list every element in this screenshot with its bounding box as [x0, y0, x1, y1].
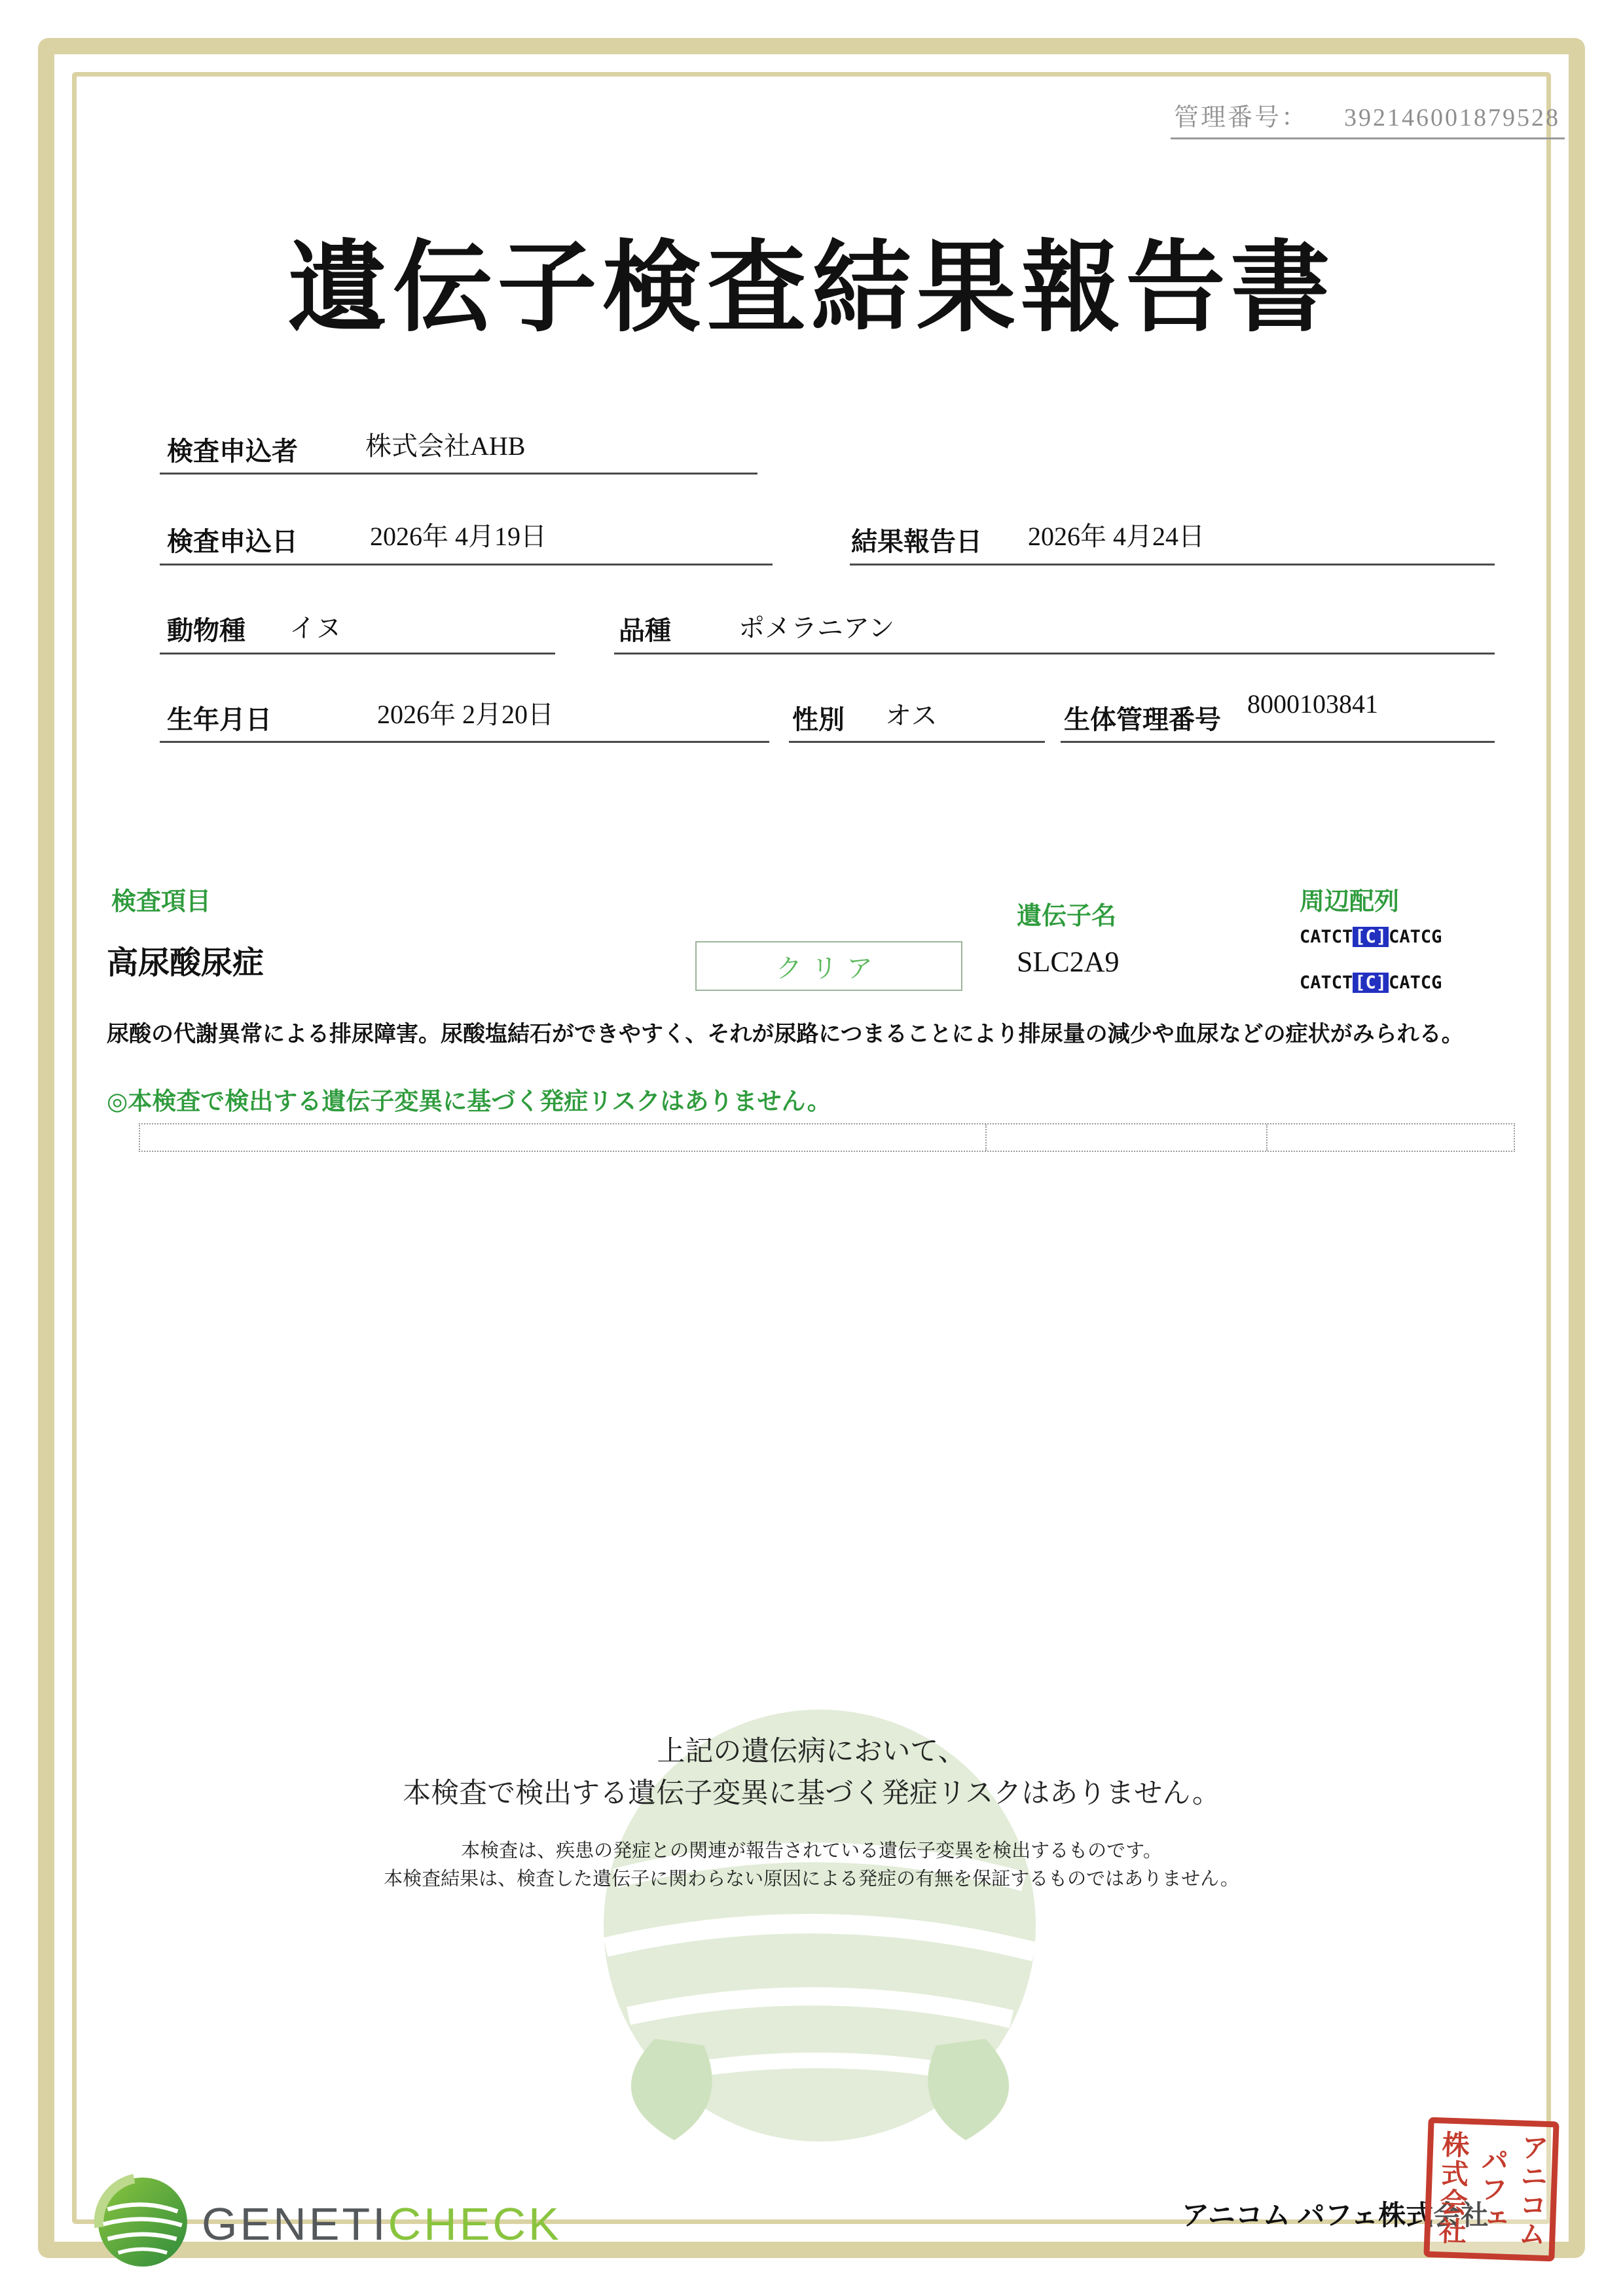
applicant-label: 検査申込者 — [167, 437, 298, 466]
company-name: アニコム パフェ株式会社 — [1182, 2201, 1489, 2231]
apply-date-value: 2026年 4月19日 — [370, 522, 547, 551]
field-underline — [614, 653, 1495, 655]
breed-label: 品種 — [619, 616, 671, 645]
brand-part-check: CHECK — [388, 2198, 562, 2250]
management-number-value: 392146001879528 — [1344, 104, 1560, 132]
risk-note: ◎本検査で検出する遺伝子変異に基づく発症リスクはありません。 — [107, 1088, 831, 1115]
management-number-underline — [1171, 137, 1565, 139]
status-clear-box — [695, 941, 962, 991]
field-underline — [1061, 741, 1495, 743]
field-underline — [850, 564, 1495, 565]
sequence-variant-highlight: [C] — [1353, 927, 1389, 947]
sequence-line-1: CATCT [C] CATCG — [1300, 927, 1442, 947]
breed-value: ポメラニアン — [739, 613, 895, 643]
test-item-name: 高尿酸尿症 — [107, 946, 264, 980]
field-underline — [160, 473, 757, 475]
summary-note-2: 本検査結果は、検査した遺伝子に関わらない原因による発症の有無を保証するものではありません。 — [384, 1869, 1239, 1890]
summary-line-2: 本検査で検出する遺伝子変異に基づく発症リスクはありません。 — [403, 1778, 1220, 1809]
species-value: イヌ — [289, 613, 342, 643]
bio-id-value: 8000103841 — [1247, 689, 1378, 719]
summary-line-1: 上記の遺伝病において、 — [657, 1736, 966, 1767]
disease-description: 尿酸の代謝異常による排尿障害。尿酸塩結石ができやすく、それが尿路につまることにより排尿量の減少や血尿などの症状がみられる。 — [107, 1022, 1464, 1047]
dotted-result-area — [139, 1123, 1515, 1152]
sequence-header: 周辺配列 — [1300, 888, 1400, 916]
birth-date-label: 生年月日 — [167, 705, 272, 734]
bio-id-label: 生体管理番号 — [1064, 705, 1221, 734]
sex-value: オス — [885, 701, 938, 730]
brand-part-geneti: GENETI — [202, 2198, 388, 2250]
sex-label: 性別 — [792, 705, 845, 734]
report-date-value: 2026年 4月24日 — [1028, 522, 1205, 551]
gene-name-value: SLC2A9 — [1017, 946, 1120, 978]
field-underline — [160, 564, 773, 565]
birth-date-value: 2026年 2月20日 — [377, 700, 554, 729]
brand-wordmark — [202, 2198, 562, 2250]
page-title: 遺伝子検査結果報告書 — [287, 234, 1336, 344]
management-number-row — [1174, 97, 1560, 133]
report-date-label: 結果報告日 — [851, 527, 982, 556]
summary-note-1: 本検査は、疾患の発症との関連が報告されている遺伝子変異を検出するものです。 — [461, 1840, 1162, 1861]
field-underline — [789, 741, 1045, 743]
species-label: 動物種 — [167, 616, 246, 645]
field-underline — [160, 653, 555, 655]
geneticheck-logo-icon — [86, 2169, 192, 2275]
apply-date-label: 検査申込日 — [167, 527, 298, 556]
gene-name-header: 遺伝子名 — [1017, 903, 1117, 930]
dotted-divider — [985, 1124, 987, 1151]
status-clear-label: クリア — [776, 953, 882, 983]
dotted-divider — [1266, 1124, 1267, 1151]
field-underline — [160, 741, 769, 743]
management-number-label: 管理番号： — [1173, 104, 1308, 132]
sequence-line-2: CATCT [C] CATCG — [1300, 973, 1442, 993]
company-seal-stamp: アニコム パフェ 株式会社 — [1423, 2117, 1559, 2262]
applicant-value: 株式会社AHB — [365, 431, 526, 461]
sequence-variant-highlight: [C] — [1353, 973, 1389, 993]
test-item-header: 検査項目 — [111, 888, 211, 916]
